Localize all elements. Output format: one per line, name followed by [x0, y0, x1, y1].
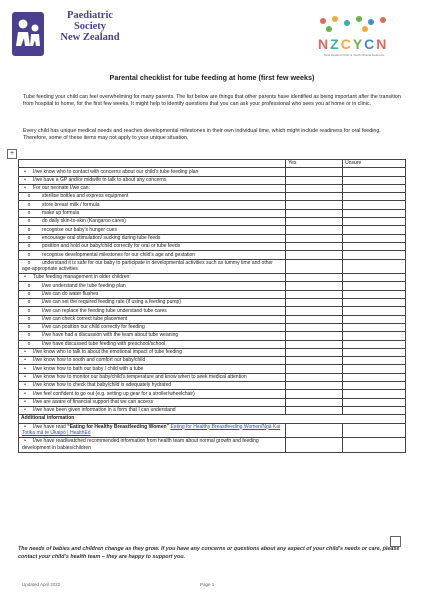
table-row — [19, 282, 406, 290]
yes-cell[interactable] — [286, 290, 343, 298]
yes-cell[interactable] — [286, 315, 343, 323]
checklist-item-text: I/we know how to bath our baby / child with a tube — [33, 365, 144, 372]
unsure-cell[interactable] — [343, 251, 406, 259]
table-row — [19, 307, 406, 315]
table-row — [19, 438, 406, 453]
hollow-bullet-icon: o — [27, 315, 31, 322]
checklist-item-text: I/we have been given information in a form that I can understand — [33, 407, 176, 414]
unsure-cell[interactable] — [343, 176, 406, 184]
hollow-bullet-icon: o — [27, 307, 31, 314]
ps-line-2: Society — [73, 21, 107, 32]
unsure-cell[interactable] — [343, 398, 406, 406]
checklist-item-text: understand it is safe for our baby to participate in developmental activities such as tummy time and other age-appropriate activities — [22, 259, 273, 273]
yes-cell[interactable] — [286, 201, 343, 209]
bullet-icon: • — [24, 398, 26, 405]
document-title: Parental checklist for tube feeding at home (first few weeks) — [109, 73, 315, 82]
checklist-item — [19, 406, 286, 414]
hollow-bullet-icon: o — [27, 243, 31, 250]
checklist-item-text: Tube feeding management in older children: — [33, 274, 131, 281]
yes-cell[interactable] — [286, 234, 343, 242]
table-row — [19, 259, 406, 274]
unsure-cell[interactable] — [343, 242, 406, 250]
yes-cell[interactable] — [286, 193, 343, 201]
header-item-cell — [19, 160, 286, 168]
checklist-item — [19, 234, 286, 242]
hollow-bullet-icon: o — [27, 226, 31, 233]
checklist-item — [19, 259, 286, 274]
bullet-icon: • — [24, 382, 26, 389]
checklist-item-text: I/we can position our child correctly for feeding — [42, 324, 145, 331]
yes-cell[interactable] — [286, 226, 343, 234]
checklist-item — [19, 323, 286, 331]
hollow-bullet-icon: o — [27, 251, 31, 258]
yes-cell[interactable] — [286, 259, 343, 274]
unsure-cell[interactable] — [343, 274, 406, 282]
unsure-cell[interactable] — [343, 299, 406, 307]
checklist-item — [19, 168, 286, 176]
unsure-cell[interactable] — [343, 201, 406, 209]
checklist-item-text: encourage oral stimulation/ sucking during tube feeds — [42, 234, 161, 241]
empty-checkbox[interactable] — [390, 536, 401, 547]
unsure-cell[interactable] — [343, 365, 406, 373]
unsure-cell[interactable] — [343, 382, 406, 390]
unsure-cell[interactable] — [343, 323, 406, 331]
yes-cell[interactable] — [286, 168, 343, 176]
checklist-item — [19, 348, 286, 356]
bullet-icon: • — [24, 373, 26, 380]
checklist-item — [19, 382, 286, 390]
bullet-icon: • — [24, 407, 26, 414]
yes-cell[interactable] — [286, 406, 343, 414]
yes-cell[interactable] — [286, 251, 343, 259]
unsure-cell[interactable] — [343, 193, 406, 201]
checklist-item — [19, 176, 286, 184]
yes-cell[interactable] — [286, 176, 343, 184]
checklist-item-text: I/we can check correct tube placement — [42, 315, 128, 322]
unsure-cell[interactable] — [343, 168, 406, 176]
footer-page-number: Page 1 — [200, 582, 215, 587]
table-row — [19, 365, 406, 373]
table-row — [19, 226, 406, 234]
yes-cell[interactable] — [286, 398, 343, 406]
yes-cell[interactable] — [286, 357, 343, 365]
yes-cell[interactable] — [286, 382, 343, 390]
checklist-item — [19, 340, 286, 348]
unsure-cell[interactable] — [343, 340, 406, 348]
table-row — [19, 390, 406, 398]
checklist-item-text: I/we have discussed tube feeding with preschool/school — [42, 340, 166, 347]
hollow-bullet-icon: o — [27, 218, 31, 225]
checklist-item-text: I/we know how to check that baby/child is adequately hydrated — [33, 382, 172, 389]
yes-cell[interactable] — [286, 307, 343, 315]
hollow-bullet-icon: o — [27, 259, 31, 266]
nzcycn-logo — [310, 14, 412, 60]
bullet-icon: • — [24, 185, 26, 192]
hollow-bullet-icon: o — [27, 282, 31, 289]
unsure-cell[interactable] — [343, 259, 406, 274]
bullet-icon: • — [24, 438, 26, 445]
checklist-item — [19, 201, 286, 209]
unsure-cell[interactable] — [343, 184, 406, 192]
additional-info-header-row — [19, 415, 406, 423]
unsure-cell[interactable] — [343, 357, 406, 365]
table-row — [19, 242, 406, 250]
yes-cell[interactable] — [286, 373, 343, 381]
table-row — [19, 299, 406, 307]
unsure-cell[interactable] — [343, 234, 406, 242]
yes-cell[interactable] — [286, 218, 343, 226]
yes-cell[interactable] — [286, 365, 343, 373]
table-row — [19, 274, 406, 282]
table-row — [19, 193, 406, 201]
yes-cell[interactable] — [286, 323, 343, 331]
yes-cell[interactable] — [286, 184, 343, 192]
checklist-item — [19, 390, 286, 398]
checklist-item — [19, 332, 286, 340]
intro-paragraph-2: Every child has unique medical needs and reaches developmental milestones in their own individual time, which might include readiness for oral feeding. Therefore, some of these items may not apply to your unique situation. — [23, 128, 381, 142]
hollow-bullet-icon: o — [27, 193, 31, 200]
checklist-item — [19, 193, 286, 201]
bullet-icon: • — [24, 274, 26, 281]
yes-cell[interactable] — [286, 242, 343, 250]
header-unsure: Unsure — [343, 160, 406, 168]
checklist-item-text: recognise our baby’s hunger cues — [42, 226, 117, 233]
table-row — [19, 209, 406, 217]
hollow-bullet-icon: o — [27, 332, 31, 339]
table-row — [19, 290, 406, 298]
bullet-icon: • — [24, 423, 26, 430]
yes-cell[interactable] — [286, 209, 343, 217]
checklist-item — [19, 290, 286, 298]
checklist-item-text: I/we know who to talk to about the emotional impact of tube feeding — [33, 349, 182, 356]
paediatric-society-logo — [12, 10, 122, 60]
table-header-row — [19, 160, 406, 168]
checklist-item-text: I/we can do water flushes — [42, 291, 99, 297]
table-row — [19, 357, 406, 365]
checklist-item — [19, 242, 286, 250]
bullet-icon: • — [24, 390, 26, 397]
table-row — [19, 251, 406, 259]
checklist-item-text: store breast milk / formula — [42, 201, 100, 208]
hollow-bullet-icon: o — [27, 299, 31, 306]
unsure-cell[interactable] — [343, 290, 406, 298]
unsure-cell[interactable] — [343, 307, 406, 315]
add-item-1-title: “Eating for Healthy Breastfeeding Women” — [67, 423, 170, 430]
add-item-2-text: I/we have read/watched recommended information from health team about normal growth and feeding development in babies/children — [22, 438, 259, 451]
checklist-item-text: I/we have a GP and/or midwife to talk to about any concerns — [33, 176, 167, 183]
unsure-cell[interactable] — [343, 332, 406, 340]
checklist-item — [19, 274, 286, 282]
checklist-item-text: I/we know how to monitor our baby/child’s temperature and know when to seek medical attention — [33, 373, 247, 380]
checklist-item — [19, 299, 286, 307]
checklist-item-text: I/we can set the required feeding rate (if using a feeding pump) — [42, 299, 181, 306]
unsure-cell[interactable] — [343, 390, 406, 398]
yes-cell[interactable] — [286, 282, 343, 290]
table-row — [19, 423, 406, 438]
bullet-icon: • — [24, 168, 26, 175]
table-move-handle-icon[interactable]: + — [7, 149, 17, 159]
ps-line-1: Paediatric — [66, 10, 114, 21]
table-row — [19, 234, 406, 242]
checklist-item-text: sterilise bottles and express equipment — [42, 193, 129, 200]
checklist-item — [19, 184, 286, 192]
checklist-item-text: recognise developmental milestones for our child’s age and gestation — [42, 251, 196, 258]
checklist-item — [19, 282, 286, 290]
checklist-item — [19, 438, 286, 453]
unsure-cell[interactable] — [343, 406, 406, 414]
checklist-table — [18, 159, 406, 453]
checklist-item — [19, 398, 286, 406]
checklist-item-text: I/we can replace the feeding tube understand tube cares — [42, 307, 167, 314]
yes-cell[interactable] — [286, 390, 343, 398]
nzcycn-subtitle: New Zealand Child & Youth Clinical Networks — [324, 53, 385, 57]
additional-info-header: Additional information — [19, 415, 406, 423]
checklist-item — [19, 251, 286, 259]
yes-cell[interactable] — [286, 299, 343, 307]
checklist-item-text: I/we feel confident to go out (e.g. setting up gear for a stroller/wheelchair) — [33, 390, 195, 397]
hollow-bullet-icon: o — [27, 340, 31, 347]
paediatric-society-emblem — [12, 12, 44, 56]
unsure-cell[interactable] — [343, 438, 406, 453]
unsure-cell[interactable] — [343, 315, 406, 323]
table-row — [19, 382, 406, 390]
checklist-item — [19, 307, 286, 315]
bullet-icon: • — [24, 365, 26, 372]
bullet-icon: • — [24, 176, 26, 183]
yes-cell[interactable] — [286, 274, 343, 282]
table-row — [19, 340, 406, 348]
table-row — [19, 168, 406, 176]
yes-cell[interactable] — [286, 340, 343, 348]
header-yes: Yes — [286, 160, 343, 168]
hollow-bullet-icon: o — [27, 324, 31, 331]
checklist-item-text: I/we understand the tube feeding plan — [42, 282, 126, 289]
checklist-item — [19, 209, 286, 217]
unsure-cell[interactable] — [343, 218, 406, 226]
checklist-item — [19, 373, 286, 381]
yes-cell[interactable] — [286, 438, 343, 453]
yes-cell[interactable] — [286, 348, 343, 356]
checklist-item — [19, 365, 286, 373]
checklist-item-text: I/we know how to sooth and comfort our baby/child — [33, 357, 146, 364]
unsure-cell[interactable] — [343, 423, 406, 438]
table-row — [19, 398, 406, 406]
table-row — [19, 184, 406, 192]
nzcycn-wordmark: NZCYCN — [318, 36, 389, 52]
table-row — [19, 323, 406, 331]
hollow-bullet-icon: o — [27, 201, 31, 208]
yes-cell[interactable] — [286, 332, 343, 340]
table-row — [19, 332, 406, 340]
bullet-icon: • — [24, 349, 26, 356]
checklist-item-text: I/we are aware of financial support that we can access — [33, 398, 154, 405]
checklist-item — [19, 226, 286, 234]
footer-updated: Updated April 2022 — [22, 582, 61, 587]
checklist-item — [19, 315, 286, 323]
healthed-link[interactable]: Eating for Healthy Breastfeeding Women/Ngā Kai Totika mā te Ūkaipō | HealthEd — [22, 423, 281, 437]
table-row — [19, 406, 406, 414]
unsure-cell[interactable] — [343, 209, 406, 217]
ps-line-3: New Zealand — [60, 32, 120, 43]
checklist-item-text: position and hold our baby/child correctly for oral or tube feeds — [42, 243, 181, 250]
unsure-cell[interactable] — [343, 226, 406, 234]
hollow-bullet-icon: o — [27, 234, 31, 241]
add-item-1-text: I/we have read — [33, 423, 68, 430]
checklist-item-text: do daily skin-to-skin (Kangaroo cares) — [42, 218, 126, 225]
checklist-item — [19, 423, 286, 438]
checklist-item — [19, 218, 286, 226]
closing-note: The needs of babies and children change as they grow. If you have any concerns or questions about any aspect of your child’s needs or care, please contact your child’s health team – they are happy to support you. — [18, 546, 400, 560]
unsure-cell[interactable] — [343, 282, 406, 290]
unsure-cell[interactable] — [343, 348, 406, 356]
table-row — [19, 348, 406, 356]
unsure-cell[interactable] — [343, 373, 406, 381]
table-row — [19, 373, 406, 381]
table-row — [19, 201, 406, 209]
hollow-bullet-icon: o — [27, 210, 31, 217]
table-row — [19, 218, 406, 226]
table-row — [19, 176, 406, 184]
checklist-item-text: I/we have had a discussion with the team about tube weaning — [42, 332, 179, 339]
table-row — [19, 315, 406, 323]
checklist-item-text: For our neonate I/we can: — [33, 185, 90, 192]
checklist-item-text: make up formula — [42, 210, 80, 217]
paediatric-society-wordmark — [50, 10, 130, 43]
checklist-item-text: I/we know who to contact with concerns about our child’s tube feeding plan — [33, 168, 199, 175]
bullet-icon: • — [24, 357, 26, 364]
yes-cell[interactable] — [286, 423, 343, 438]
checklist-item — [19, 357, 286, 365]
intro-paragraph-1: Tube feeding your child can feel overwhelming for many parents. The list below are things that other parents have identified as being important after the transition from hospital to home, for the first few weeks. It might help to identify questions that you can ask your professional who sees you at home or in clinic. — [23, 94, 401, 108]
hollow-bullet-icon: o — [27, 291, 31, 297]
